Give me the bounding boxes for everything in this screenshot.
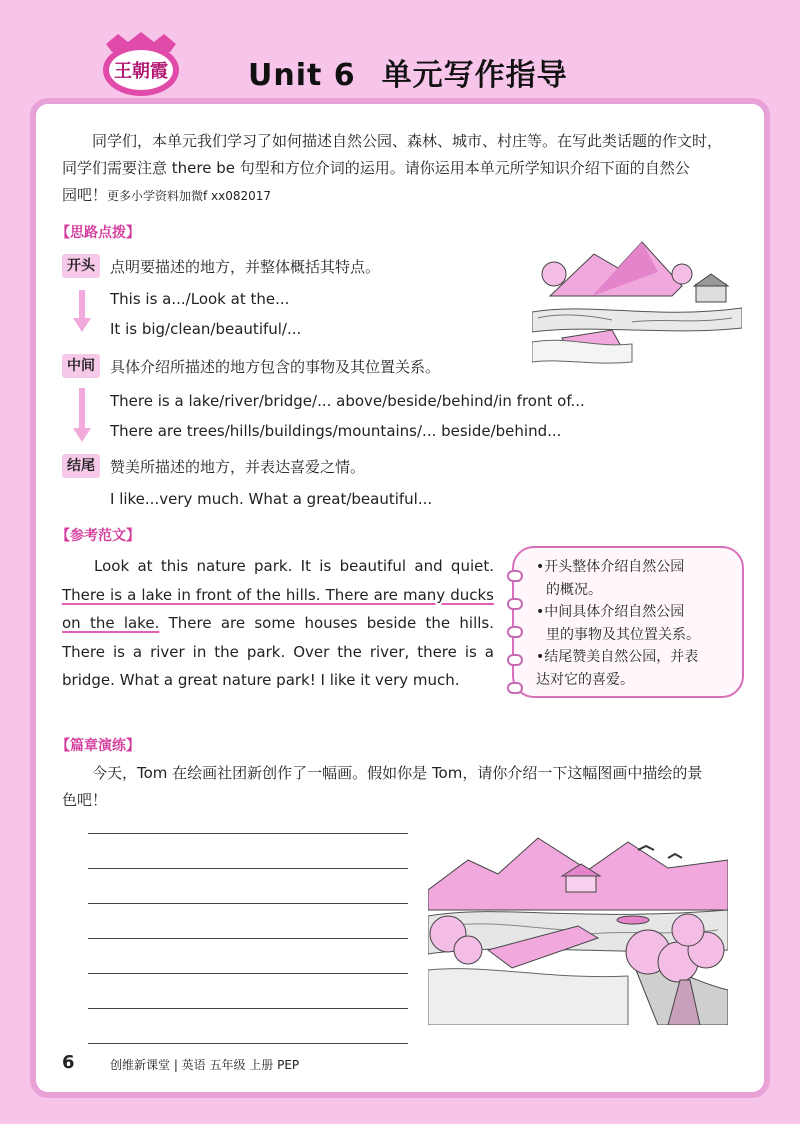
note-line-3: •中间具体介绍自然公园 (536, 604, 685, 620)
writing-line[interactable] (88, 904, 408, 939)
essay-sentence-4: What a great nature park! I like it very much. (119, 671, 460, 689)
note-line-2: 的概况。 (546, 581, 602, 598)
essay-sentence-2: There is a lake in front of the hills. There are many ducks on the lake. (62, 585, 494, 632)
intro-line-3: 园吧！ (62, 186, 108, 204)
title-cn: 单元写作指导 (381, 58, 568, 93)
structure-note (512, 546, 744, 698)
note-line-5: •结尾赞美自然公园，并表 (536, 649, 699, 665)
page-number: 6 (62, 1052, 75, 1073)
ring-icon (507, 654, 523, 666)
end-eng-1: I like...very much. What a great/beautiful... (110, 490, 433, 508)
arrow-down-icon (72, 290, 92, 334)
publisher-logo (98, 30, 184, 100)
tom-painting-illustration (428, 830, 728, 1025)
nature-park-illustration (532, 232, 742, 368)
practice-line-1: 今天，Tom 在绘画社团新创作了一幅画。假如你是 Tom，请你介绍一下这幅图画中描绘的景 (92, 764, 703, 782)
intro-note: 更多小学资料加微f xx082017 (107, 189, 272, 203)
arrow-down-icon (72, 388, 92, 444)
footer-text: 创维新课堂 | 英语 五年级 上册 PEP (110, 1058, 300, 1072)
practice-line-2: 色吧！ (62, 791, 108, 809)
intro-paragraph (62, 128, 742, 210)
ring-icon (507, 626, 523, 638)
ring-icon (507, 598, 523, 610)
start-eng-1: This is a.../Look at the... (110, 290, 290, 308)
practice-prompt (62, 760, 742, 814)
essay-sentence-1: Look at this nature park. It is beautiful and quiet. (94, 557, 494, 575)
tag-start: 开头 (62, 254, 100, 278)
start-desc: 点明要描述的地方，并整体概括其特点。 (110, 258, 381, 276)
note-line-6: 达对它的喜爱。 (536, 671, 634, 688)
start-eng-2: It is big/clean/beautiful/... (110, 320, 302, 338)
page-title (248, 50, 568, 94)
essay-sentence-3: There are some houses beside the hills. There is a river in the park. Over the river, there is a bridge. (62, 614, 494, 689)
writing-line[interactable] (88, 974, 408, 1009)
note-line-4: 里的事物及其位置关系。 (546, 626, 700, 643)
intro-line-1: 同学们，本单元我们学习了如何描述自然公园、森林、城市、村庄等。在写此类话题的作文时， (92, 132, 723, 150)
middle-desc: 具体介绍所描述的地方包含的事物及其位置关系。 (110, 358, 441, 376)
title-unit: Unit 6 (248, 58, 356, 93)
sample-essay (62, 552, 494, 695)
practice-heading: 【篇章演练】 (56, 738, 140, 754)
ring-icon (507, 682, 523, 694)
tag-end: 结尾 (62, 454, 100, 478)
intro-line-2: 同学们需要注意 there be 句型和方位介词的运用。请你运用本单元所学知识介绍下面的自然公 (62, 159, 690, 177)
sample-heading: 【参考范文】 (56, 528, 140, 544)
writing-line[interactable] (88, 869, 408, 904)
tips-heading: 【思路点拨】 (56, 225, 140, 241)
tag-middle: 中间 (62, 354, 100, 378)
middle-eng-2: There are trees/hills/buildings/mountains/... beside/behind... (110, 422, 562, 440)
logo-text: 王朝霞 (114, 61, 168, 82)
writing-line[interactable] (88, 1009, 408, 1044)
note-line-1: •开头整体介绍自然公园 (536, 559, 685, 575)
writing-lines[interactable] (88, 833, 408, 1044)
ring-icon (507, 570, 523, 582)
middle-eng-1: There is a lake/river/bridge/... above/beside/behind/in front of... (110, 392, 585, 410)
end-desc: 赞美所描述的地方，并表达喜爱之情。 (110, 458, 366, 476)
writing-line[interactable] (88, 939, 408, 974)
writing-line[interactable] (88, 834, 408, 869)
